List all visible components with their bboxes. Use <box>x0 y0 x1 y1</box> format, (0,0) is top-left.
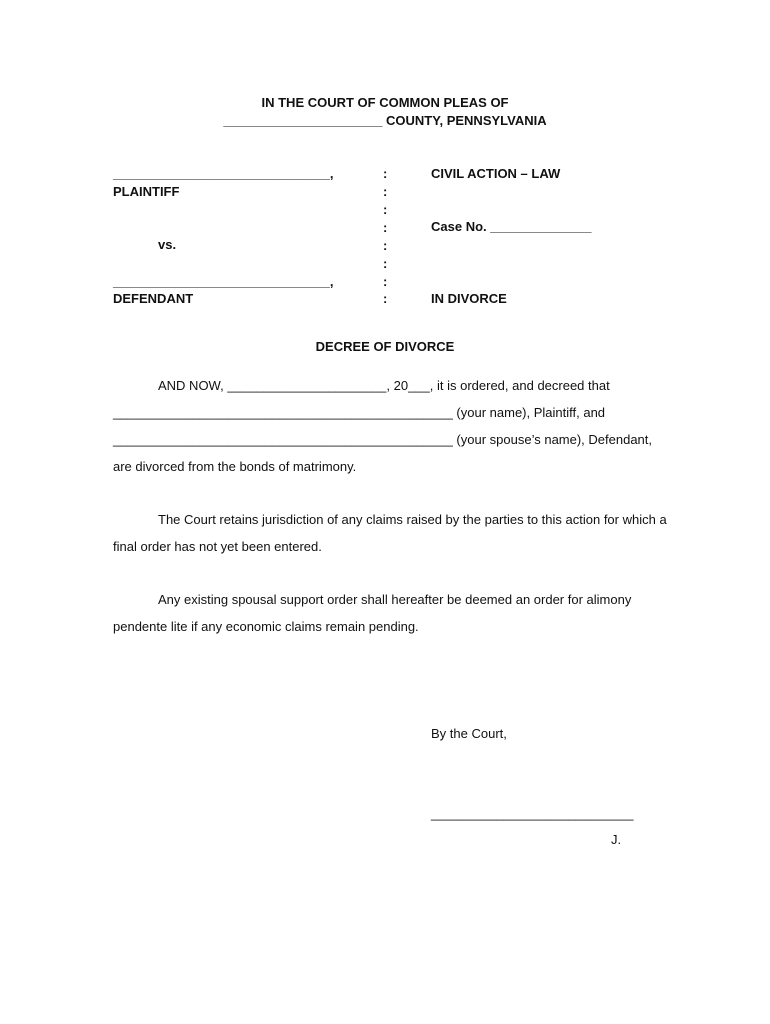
decree-line-2: _______________________________________________ (your name), Plaintiff, and <box>113 405 606 420</box>
caption-colon: : <box>383 256 388 271</box>
jurisdiction-line-1: The Court retains jurisdiction of any claims raised by the parties to this action for which a <box>158 512 667 527</box>
decree-title: DECREE OF DIVORCE <box>315 339 455 354</box>
support-order-line-1: Any existing spousal support order shall hereafter be deemed an order for alimony <box>158 592 632 607</box>
caption-colon: : <box>383 291 388 306</box>
county-line: ______________________ COUNTY, PENNSYLVANIA <box>223 113 547 128</box>
plaintiff-name-blank: ______________________________, <box>113 166 334 181</box>
defendant-name-blank: ______________________________, <box>113 274 334 289</box>
caption-colon: : <box>383 184 388 199</box>
plaintiff-label: PLAINTIFF <box>113 184 180 199</box>
decree-line-3: _______________________________________________ (your spouse’s name), Defendant, <box>113 432 653 447</box>
judge-signature-line: ____________________________ <box>431 806 634 821</box>
decree-line-4: are divorced from the bonds of matrimony. <box>113 459 357 474</box>
decree-line-1: AND NOW, ______________________, 20___, it is ordered, and decreed that <box>158 378 610 393</box>
judge-suffix: J. <box>611 832 622 847</box>
defendant-label: DEFENDANT <box>113 291 194 306</box>
action-type: CIVIL ACTION – LAW <box>431 166 561 181</box>
case-number: Case No. ______________ <box>431 219 592 234</box>
by-the-court: By the Court, <box>431 726 507 741</box>
in-divorce-label: IN DIVORCE <box>431 291 507 306</box>
caption-colon: : <box>383 166 388 181</box>
court-title: IN THE COURT OF COMMON PLEAS OF <box>261 95 509 110</box>
caption-colon: : <box>383 238 388 253</box>
support-order-line-2: pendente lite if any economic claims remain pending. <box>113 619 419 634</box>
vs-label: vs. <box>158 237 177 252</box>
caption-colon: : <box>383 202 388 217</box>
jurisdiction-line-2: final order has not yet been entered. <box>113 539 322 554</box>
caption-colon: : <box>383 220 388 235</box>
caption-colon: : <box>383 274 388 289</box>
